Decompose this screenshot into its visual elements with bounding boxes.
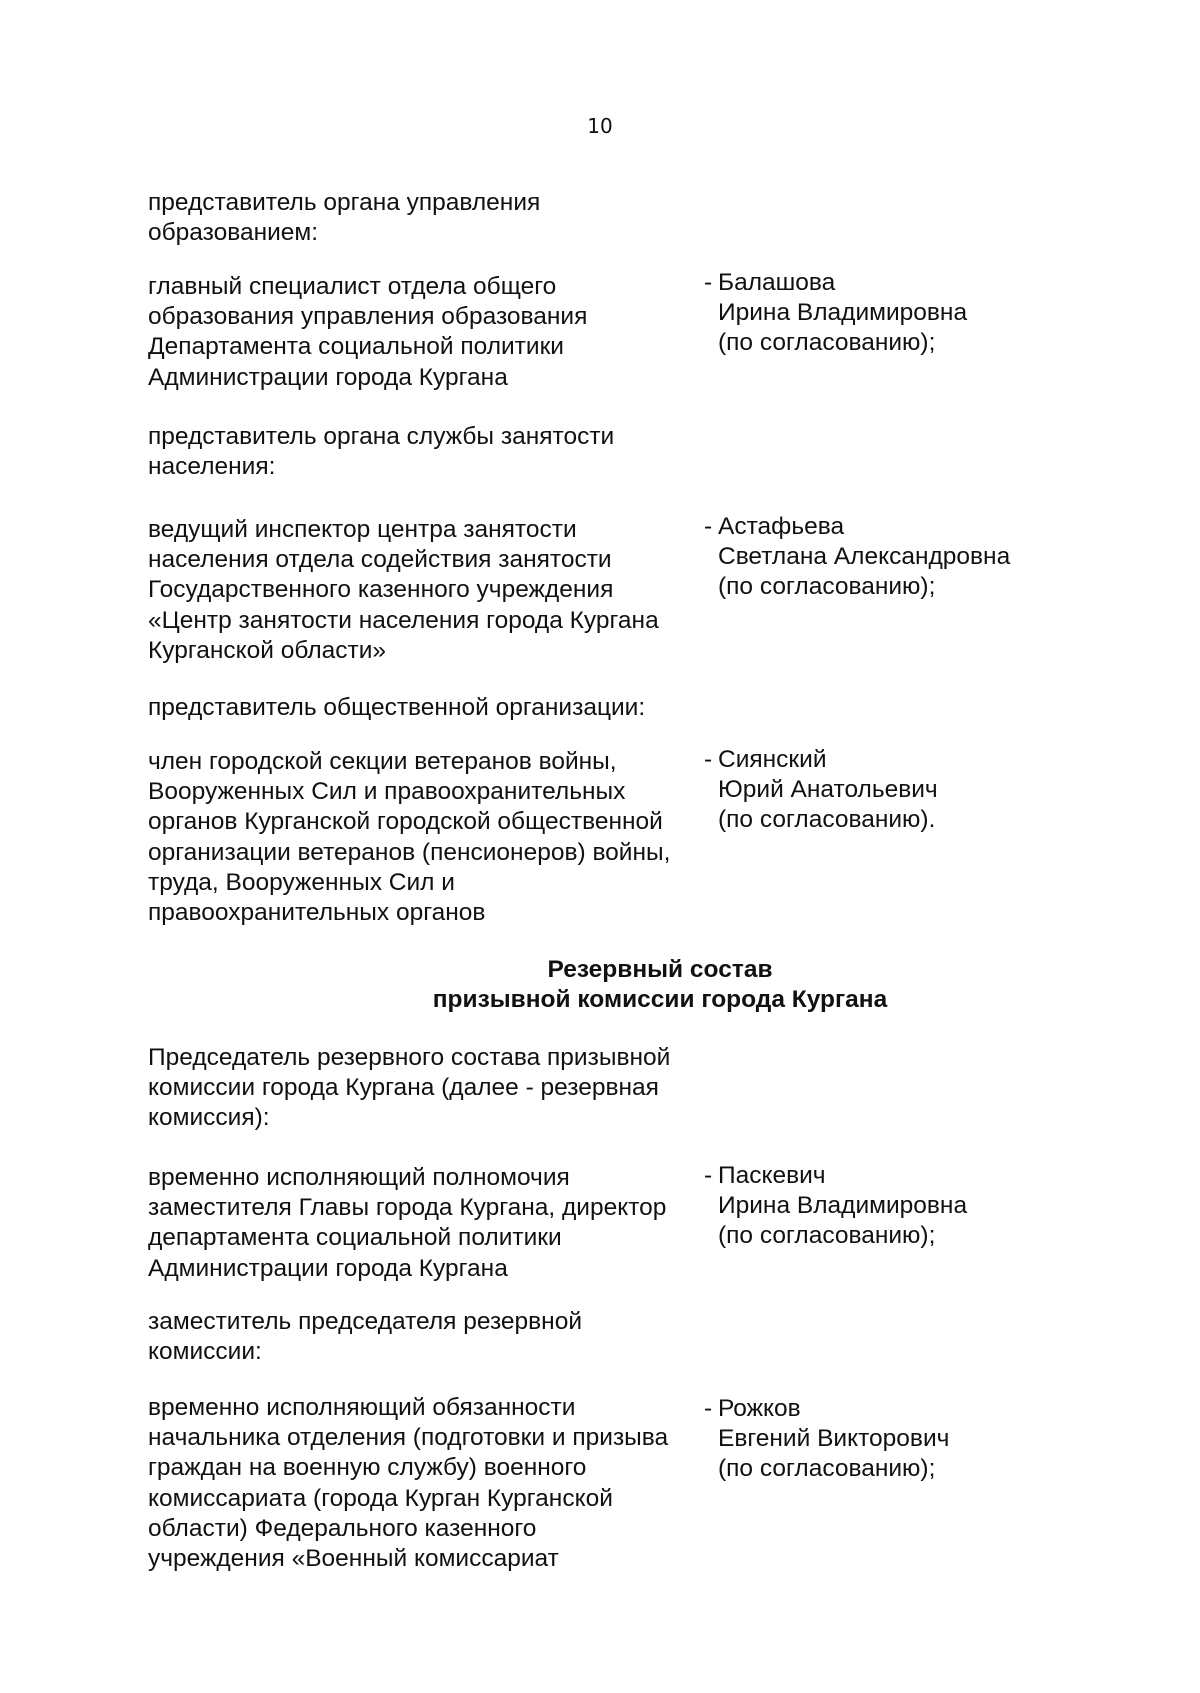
position-employment-rep bbox=[148, 515, 659, 666]
member-given-names: Ирина Владимировна bbox=[718, 299, 968, 327]
position-line: органов Курганской городской общественной bbox=[148, 808, 663, 836]
position-line: Государственного казенного учреждения bbox=[148, 576, 614, 604]
position-line: Администрации города Кургана bbox=[148, 363, 508, 391]
position-line: правоохранительных органов bbox=[148, 899, 486, 927]
position-line: ведущий инспектор центра занятости bbox=[148, 516, 577, 543]
member-given-names: Ирина Владимировна bbox=[718, 1192, 968, 1220]
category-public-org-rep bbox=[148, 693, 645, 723]
dash-marker: - bbox=[704, 269, 713, 296]
member-agreement-note: (по согласованию); bbox=[718, 1222, 936, 1250]
position-line: департамента социальной политики bbox=[148, 1224, 562, 1252]
category-line: комиссия): bbox=[148, 1104, 270, 1132]
category-line: представитель органа службы занятости bbox=[148, 423, 615, 450]
category-line: комиссии: bbox=[148, 1338, 262, 1366]
member-given-names: Юрий Анатольевич bbox=[718, 776, 938, 804]
member-surname: Астафьева bbox=[718, 513, 845, 540]
dash-marker: - bbox=[704, 1162, 713, 1189]
page-number: 10 bbox=[587, 114, 613, 138]
position-line: организации ветеранов (пенсионеров) войны, bbox=[148, 838, 671, 866]
dash-marker: - bbox=[704, 513, 713, 540]
position-line: учреждения «Военный комиссариат bbox=[148, 1545, 559, 1573]
position-line: начальника отделения (подготовки и призыва bbox=[148, 1424, 669, 1452]
position-line: труда, Вооруженных Сил и bbox=[148, 868, 455, 896]
member-name-astafyeva bbox=[704, 512, 1011, 603]
category-line: населения: bbox=[148, 453, 276, 481]
member-surname: Рожков bbox=[718, 1395, 801, 1422]
position-line: образования управления образования bbox=[148, 303, 588, 331]
position-public-org-rep bbox=[148, 747, 670, 928]
category-line: Председатель резервного состава призывной bbox=[148, 1044, 671, 1071]
member-given-names: Евгений Викторович bbox=[718, 1425, 950, 1453]
member-agreement-note: (по согласованию); bbox=[718, 1455, 936, 1483]
reserve-heading-line: призывной комиссии города Кургана bbox=[432, 986, 888, 1014]
category-employment-rep bbox=[148, 422, 614, 482]
member-agreement-note: (по согласованию); bbox=[718, 573, 936, 601]
position-line: временно исполняющий полномочия bbox=[148, 1164, 570, 1191]
dash-marker: - bbox=[704, 746, 713, 773]
position-reserve-deputy bbox=[148, 1393, 668, 1574]
position-line: заместителя Главы города Кургана, директор bbox=[148, 1194, 667, 1222]
reserve-heading bbox=[0, 955, 1200, 1015]
position-line: комиссариата (города Курган Курганской bbox=[148, 1484, 613, 1512]
category-reserve-deputy bbox=[148, 1307, 582, 1367]
position-line: области) Федерального казенного bbox=[148, 1514, 537, 1542]
position-education-rep bbox=[148, 272, 587, 393]
member-agreement-note: (по согласованию); bbox=[718, 329, 936, 357]
position-reserve-chairman bbox=[148, 1163, 666, 1284]
member-surname: Паскевич bbox=[718, 1162, 826, 1189]
member-name-siyanskiy bbox=[704, 745, 938, 836]
position-line: Департамента социальной политики bbox=[148, 333, 564, 361]
category-line: заместитель председателя резервной bbox=[148, 1308, 583, 1335]
position-line: временно исполняющий обязанности bbox=[148, 1394, 576, 1421]
reserve-heading-line: Резервный состав bbox=[547, 956, 773, 983]
position-line: Курганской области» bbox=[148, 636, 387, 664]
position-line: Администрации города Кургана bbox=[148, 1254, 508, 1282]
dash-marker: - bbox=[704, 1395, 713, 1422]
category-education-rep bbox=[148, 188, 540, 248]
category-line: представитель органа управления bbox=[148, 189, 541, 216]
member-surname: Балашова bbox=[718, 269, 836, 296]
category-line: образованием: bbox=[148, 219, 319, 247]
category-line: представитель общественной организации: bbox=[148, 694, 646, 721]
position-line: «Центр занятости населения города Кургана bbox=[148, 606, 659, 634]
member-name-balashova bbox=[704, 268, 968, 359]
category-line: комиссии города Кургана (далее - резервная bbox=[148, 1074, 659, 1102]
member-name-paskevich bbox=[704, 1161, 968, 1252]
position-line: населения отдела содействия занятости bbox=[148, 546, 612, 574]
member-name-rozhkov bbox=[704, 1394, 950, 1485]
member-agreement-note: (по согласованию). bbox=[718, 806, 936, 834]
position-line: главный специалист отдела общего bbox=[148, 273, 557, 300]
position-line: член городской секции ветеранов войны, bbox=[148, 748, 617, 775]
member-given-names: Светлана Александровна bbox=[718, 543, 1011, 571]
category-reserve-chairman bbox=[148, 1043, 670, 1134]
member-surname: Сиянский bbox=[718, 746, 827, 773]
position-line: Вооруженных Сил и правоохранительных bbox=[148, 778, 626, 806]
position-line: граждан на военную службу) военного bbox=[148, 1454, 587, 1482]
